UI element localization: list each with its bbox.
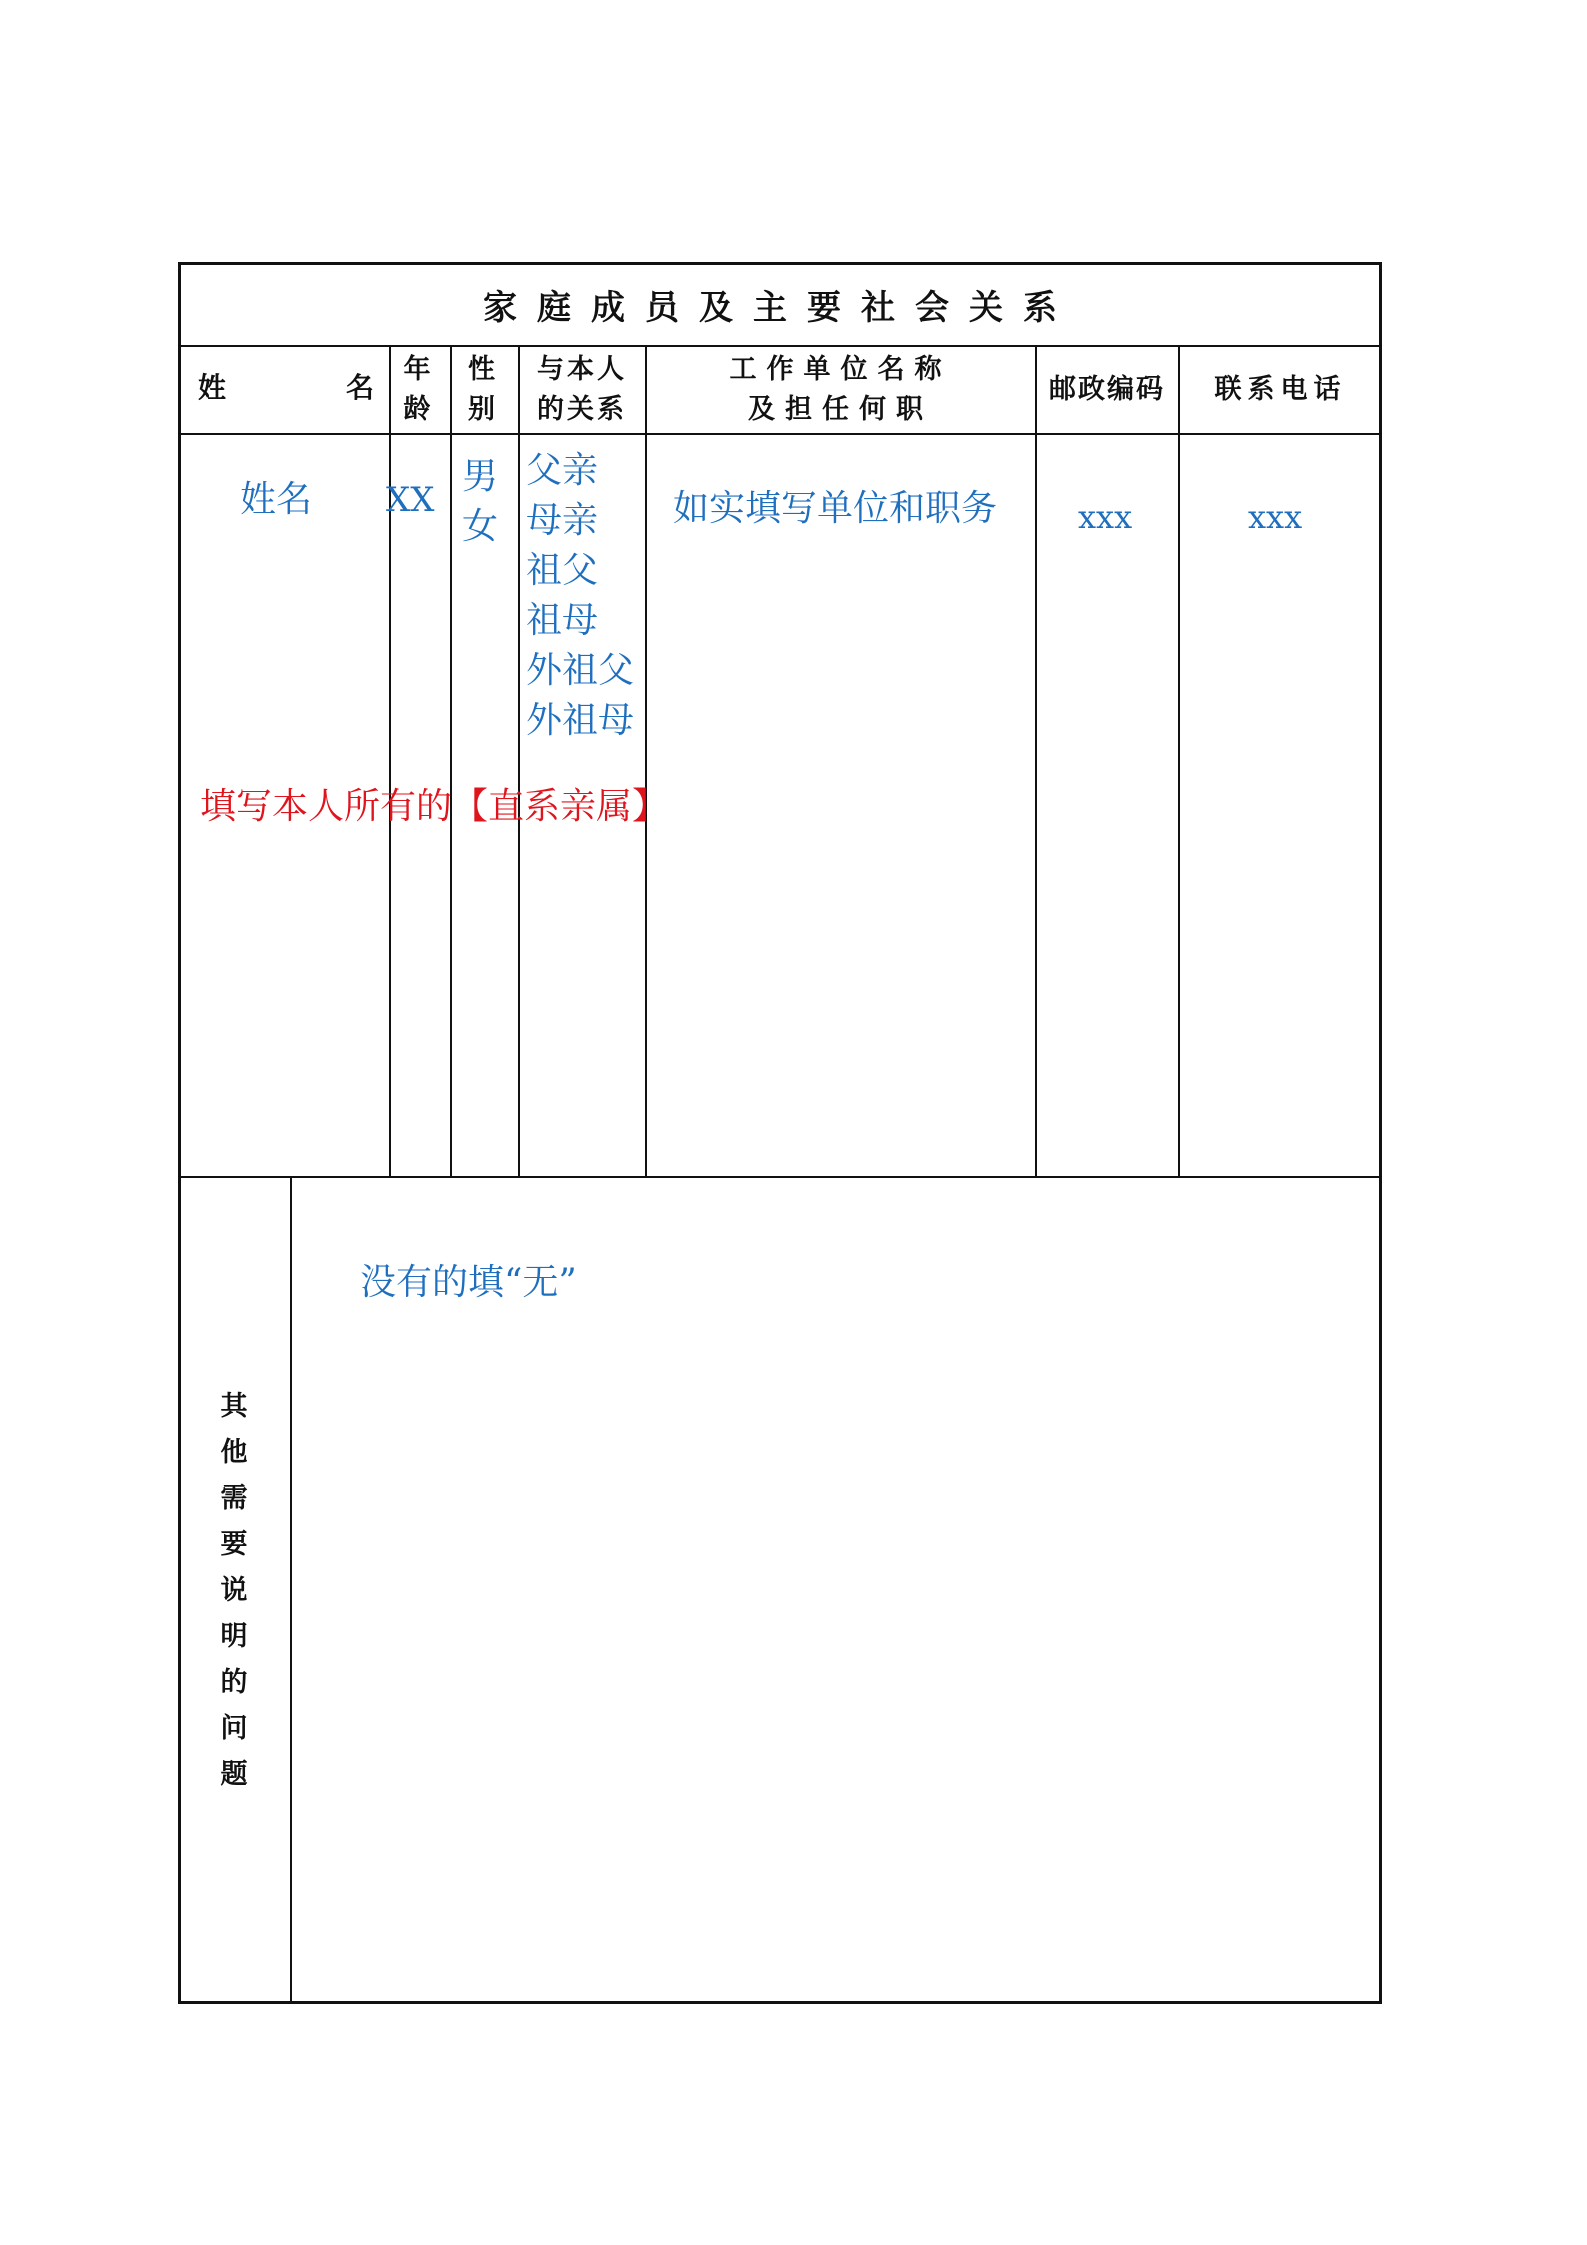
- header-name-right: 名: [346, 371, 375, 404]
- header-work: [646, 346, 1035, 433]
- other-label-char-1: 其: [220, 1391, 248, 1422]
- header-work-line2: 及担任何职: [748, 393, 933, 425]
- section-divider: [178, 1176, 1382, 1178]
- relation-mother: 母亲: [526, 500, 599, 541]
- col-divider-work-postcode: [1035, 345, 1037, 1177]
- header-gender-line1: 性: [468, 353, 501, 385]
- header-relation: [519, 346, 645, 433]
- col-divider-age-gender: [450, 345, 452, 1177]
- example-relations: [526, 446, 634, 746]
- example-work: 如实填写单位和职务: [673, 488, 998, 529]
- example-gender: [462, 452, 498, 552]
- instruction-note: 填写本人所有的【直系亲属】: [200, 786, 669, 827]
- header-relation-line1: 与本人: [537, 353, 627, 385]
- example-postcode: xxx: [1078, 498, 1133, 536]
- header-phone-text: 联系电话: [1214, 373, 1347, 405]
- header-work-line1: 工作单位名称: [729, 353, 952, 385]
- header-age-line2: 龄: [403, 393, 437, 425]
- example-phone: xxx: [1248, 498, 1303, 536]
- header-age: [390, 346, 450, 433]
- other-label-char-7: 的: [220, 1667, 248, 1698]
- relation-father: 父亲: [526, 450, 599, 491]
- header-postcode-text: 邮政编码: [1049, 373, 1165, 405]
- col-divider-name-age: [389, 345, 391, 1177]
- other-section-divider: [290, 1176, 292, 2004]
- example-age: XX: [386, 480, 435, 520]
- relation-maternal-grandfather: 外祖父: [526, 650, 635, 691]
- example-gender-male: 男: [462, 456, 499, 497]
- example-name: 姓名: [240, 479, 313, 520]
- header-age-line1: 年: [403, 353, 437, 385]
- header-postcode: [1036, 346, 1178, 433]
- relation-grandfather: 祖父: [526, 550, 599, 591]
- col-divider-relation-work: [645, 345, 647, 1177]
- other-label-char-4: 要: [220, 1529, 248, 1560]
- header-gender-line2: 别: [468, 393, 501, 425]
- header-phone: [1179, 346, 1382, 433]
- table-title: 家庭成员及主要社会关系: [483, 287, 1077, 328]
- other-section-note: 没有的填“无”: [360, 1262, 577, 1303]
- other-label-char-6: 明: [220, 1621, 248, 1652]
- example-gender-female: 女: [462, 506, 499, 547]
- other-label-char-5: 说: [220, 1575, 248, 1606]
- other-label-char-8: 问: [220, 1713, 248, 1744]
- other-section-label: [178, 1178, 290, 2004]
- other-label-char-9: 题: [220, 1759, 248, 1790]
- other-label-char-2: 他: [220, 1437, 248, 1468]
- header-name-left: 姓: [198, 371, 227, 404]
- relation-grandmother: 祖母: [526, 600, 599, 641]
- col-divider-gender-relation: [518, 345, 520, 1177]
- header-divider: [178, 433, 1382, 435]
- header-relation-line2: 的关系: [537, 393, 627, 425]
- header-gender: [451, 346, 518, 433]
- relation-maternal-grandmother: 外祖母: [526, 700, 635, 741]
- other-label-char-3: 需: [220, 1483, 248, 1514]
- col-divider-postcode-phone: [1178, 345, 1180, 1177]
